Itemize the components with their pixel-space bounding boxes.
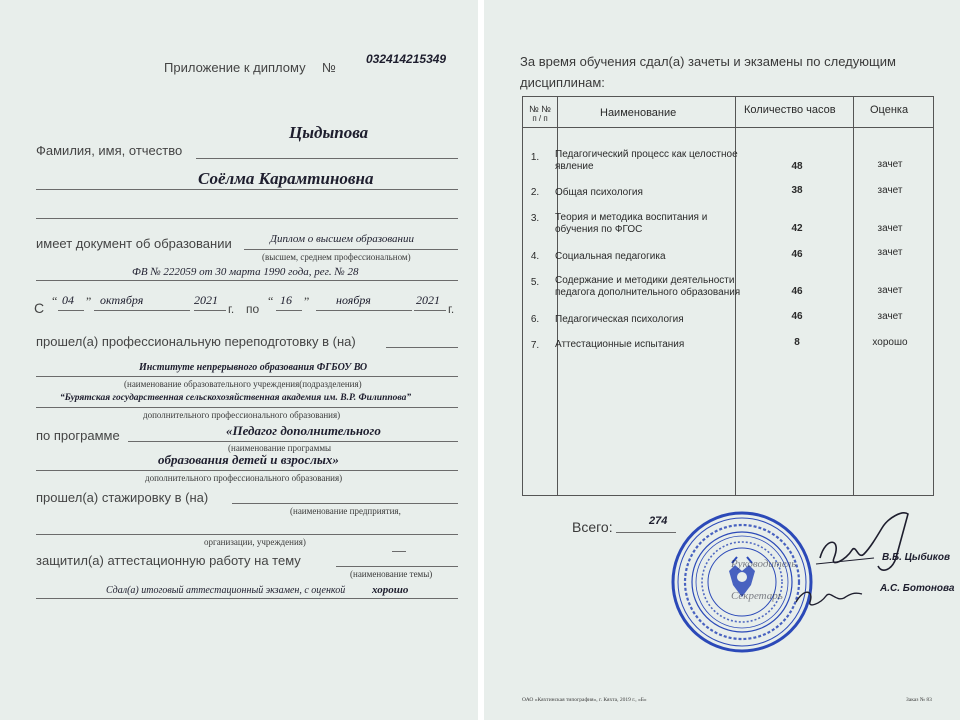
row-5-num: 5. <box>530 277 540 288</box>
quote-open-2: “ <box>268 294 274 308</box>
period-to-day: 16 <box>280 293 292 307</box>
period-to-label: по <box>246 302 260 316</box>
period-to-month: ноября <box>336 293 371 307</box>
document-details: ФВ № 222059 от 30 марта 1990 года, рег. № 28 <box>132 266 359 278</box>
secretary-label: Секретарь <box>731 590 783 602</box>
year-suffix-2: г. <box>448 302 455 316</box>
row-6-num: 6. <box>530 314 540 325</box>
program-label: по программе <box>36 428 120 443</box>
institution-line1: Институте непрерывного образования ФГБОУ ВО <box>139 362 368 373</box>
period-line-c <box>194 310 226 311</box>
director-name: В.Б. Цыбиков <box>882 552 950 563</box>
internship-line <box>232 503 458 504</box>
period-from-year: 2021 <box>194 293 218 307</box>
thesis-hint: (наименование темы) <box>350 569 433 579</box>
appendix-label: Приложение к диплому <box>164 60 306 75</box>
surname-line <box>196 158 458 159</box>
secretary-name: А.С. Ботонова <box>880 583 955 594</box>
exam-text: Сдал(а) итоговый аттестационный экзамен, с оценкой <box>106 585 346 596</box>
row-5-name-1: Содержание и методики деятельности <box>555 275 735 286</box>
period-from-label: С <box>34 300 45 316</box>
name-label: Фамилия, имя, отчество <box>36 143 183 158</box>
header-grade: Оценка <box>870 104 909 116</box>
diploma-number: 032414215349 <box>366 52 447 66</box>
has-document-label: имеет документ об образовании <box>36 236 232 251</box>
period-line-a <box>58 310 84 311</box>
row-7-name-1: Аттестационные испытания <box>555 339 685 350</box>
row-2-num: 2. <box>530 187 540 198</box>
institution-line1-rule <box>36 376 458 377</box>
program-hint2: дополнительного профессионального образования) <box>145 473 343 483</box>
header-num: № № <box>529 104 551 114</box>
document-hint: (высшем, среднем профессиональном) <box>262 252 411 262</box>
row-3-name-2: обучения по ФГОС <box>555 224 643 235</box>
row-6-name-1: Педагогическая психология <box>555 314 684 325</box>
row-4-hours: 46 <box>791 249 803 260</box>
header-name: Наименование <box>600 107 677 119</box>
retraining-label: прошел(а) профессиональную переподготовку в (на) <box>36 334 356 349</box>
period-line-f <box>414 310 446 311</box>
quote-open-1: “ <box>52 294 58 308</box>
row-2-name-1: Общая психология <box>555 187 643 198</box>
row-5-grade: зачет <box>877 285 903 296</box>
thesis-line <box>336 566 458 567</box>
period-line-e <box>316 310 412 311</box>
document-line <box>244 249 458 250</box>
internship-label: прошел(а) стажировку в (на) <box>36 490 209 505</box>
given-names-line <box>36 189 458 190</box>
row-3-grade: зачет <box>877 223 903 234</box>
document-value: Диплом о высшем образовании <box>270 233 415 245</box>
program-line2-rule <box>36 470 458 471</box>
row-3-num: 3. <box>530 213 540 224</box>
row-3-hours: 42 <box>791 223 803 234</box>
surname: Цыдыпова <box>289 123 369 142</box>
intro-line2: дисциплинам: <box>520 75 605 90</box>
blank-line-1 <box>36 218 458 219</box>
row-5-name-2: педагога дополнительного образования <box>555 287 741 298</box>
document-details-line <box>36 280 458 281</box>
program-hint1: (наименование программы <box>228 443 332 453</box>
row-1-name-1: Педагогический процесс как целостное <box>555 149 738 160</box>
director-signature <box>812 508 922 588</box>
period-from-day: 04 <box>62 293 74 307</box>
given-names: Соёлма Карамтиновна <box>198 169 374 188</box>
thesis-dash <box>392 551 406 552</box>
thesis-label: защитил(а) аттестационную работу на тему <box>36 553 301 568</box>
printer-note: ОАО «Кяхтинская типография», г. Кяхта, 2019 г., «Б» <box>522 697 647 703</box>
row-7-grade: хорошо <box>872 337 908 348</box>
program-line1: «Педагог дополнительного <box>226 423 381 438</box>
left-page <box>0 0 478 720</box>
institution-line2-rule <box>36 407 458 408</box>
retraining-line <box>386 347 458 348</box>
internship-line-2 <box>36 534 458 535</box>
institution-hint1: (наименование образовательного учреждения(подразделения) <box>124 379 362 389</box>
row-2-grade: зачет <box>877 185 903 196</box>
total-value: 274 <box>649 515 668 527</box>
total-line <box>616 532 676 533</box>
row-1-hours: 48 <box>791 161 803 172</box>
row-6-hours: 46 <box>791 311 803 322</box>
row-1-name-2: явление <box>555 161 594 172</box>
period-from-month: октября <box>100 293 144 307</box>
institution-line2: “Бурятская государственная сельскохозяйственная академия им. В.Р. Филиппова” <box>60 393 412 403</box>
director-label: Руководитель <box>731 558 797 570</box>
period-line-d <box>276 310 302 311</box>
period-to-year: 2021 <box>416 293 440 307</box>
program-line2: образования детей и взрослых» <box>158 452 339 467</box>
exam-grade: хорошо <box>372 584 409 596</box>
row-4-num: 4. <box>530 251 540 262</box>
row-4-name-1: Социальная педагогика <box>555 251 666 262</box>
row-5-hours: 46 <box>791 286 803 297</box>
internship-hint1: (наименование предприятия, <box>290 506 401 516</box>
row-4-grade: зачет <box>877 247 903 258</box>
row-1-num: 1. <box>530 152 540 163</box>
row-3-name-1: Теория и методика воспитания и <box>555 212 708 223</box>
header-hours: Количество часов <box>744 104 836 116</box>
institution-hint2: дополнительного профессионального образования) <box>143 410 341 420</box>
year-suffix-1: г. <box>228 302 235 316</box>
row-7-num: 7. <box>530 340 540 351</box>
quote-close-1: ” <box>86 294 92 308</box>
row-7-hours: 8 <box>794 337 800 348</box>
order-note: Заказ № 83 <box>906 697 932 703</box>
internship-hint2: организации, учреждения) <box>204 537 306 547</box>
row-2-hours: 38 <box>791 185 803 196</box>
program-line1-rule <box>128 441 458 442</box>
row-1-grade: зачет <box>877 159 903 170</box>
row-6-grade: зачет <box>877 311 903 322</box>
quote-close-2: ” <box>304 294 310 308</box>
period-line-b <box>94 310 190 311</box>
intro-line1: За время обучения сдал(а) зачеты и экзамены по следующим <box>520 54 896 69</box>
total-label: Всего: <box>572 519 613 535</box>
secretary-signature <box>790 578 870 618</box>
exam-line <box>36 598 458 599</box>
number-sign: № <box>322 60 336 75</box>
header-num-2: п / п <box>532 114 548 123</box>
